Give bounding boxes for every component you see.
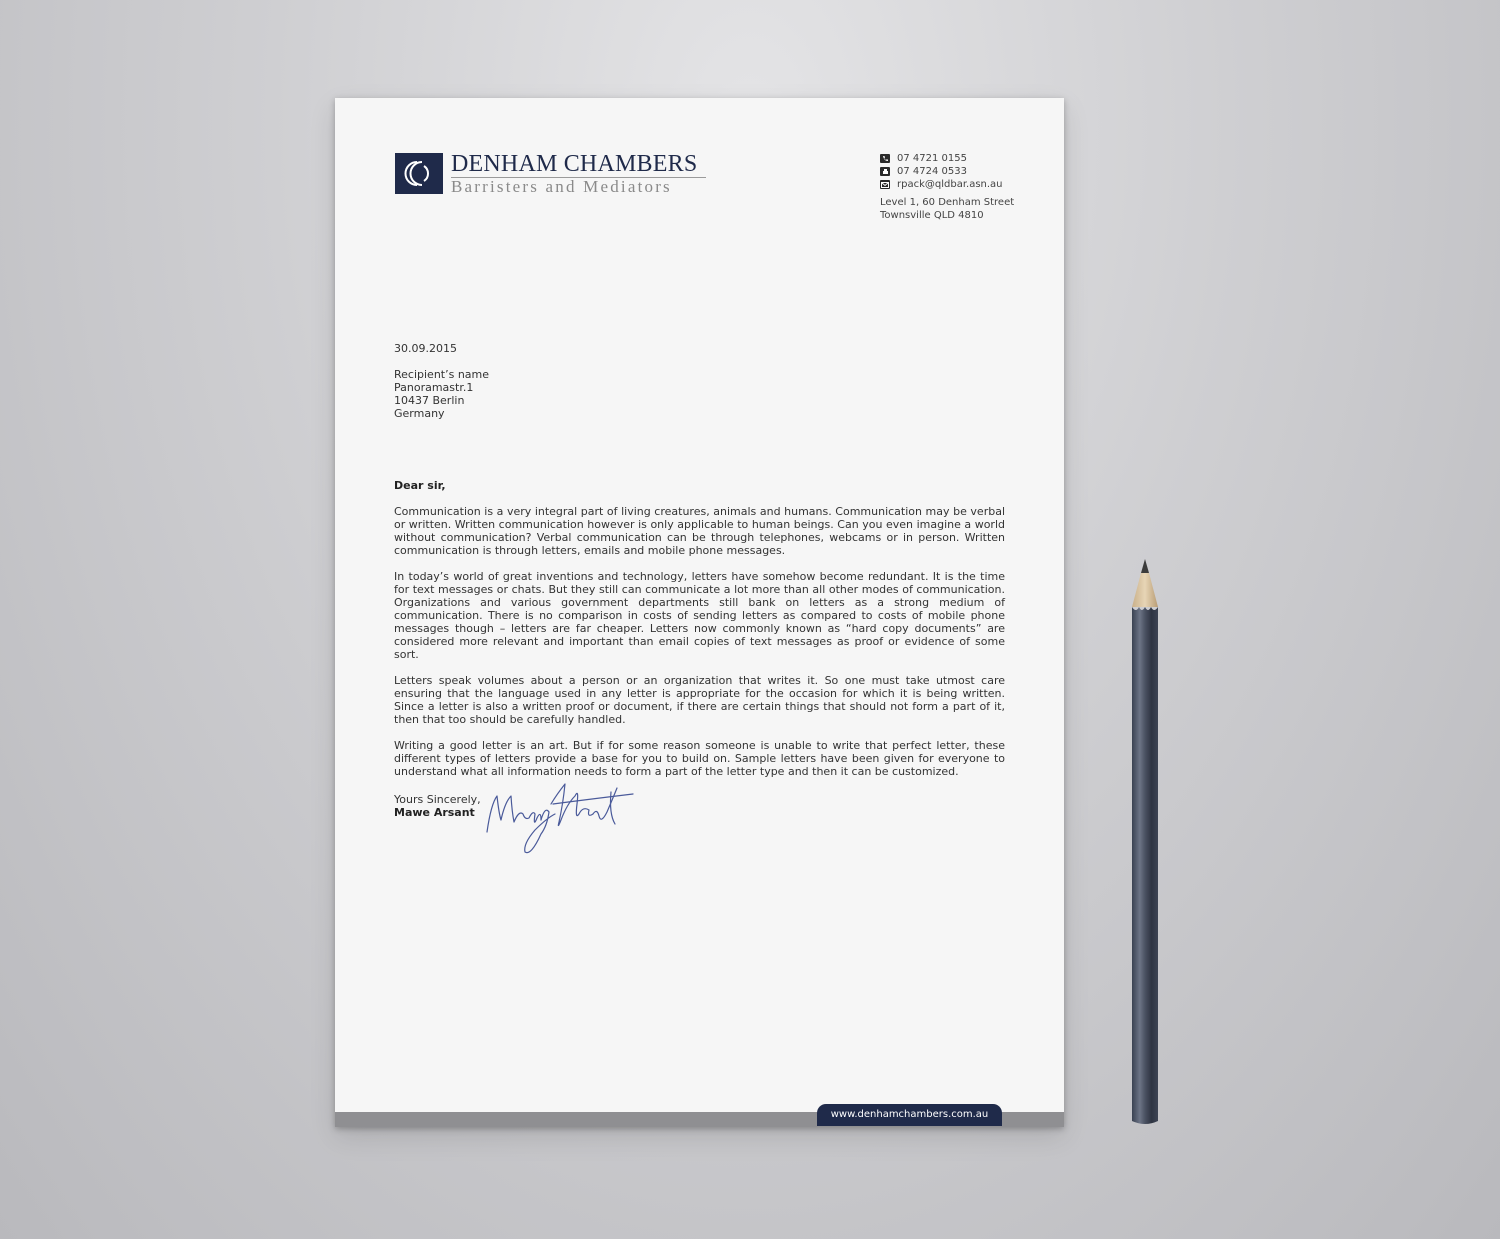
letter-body	[394, 505, 1005, 791]
firm-tagline: Barristers and Mediators	[451, 177, 672, 196]
address-line-2: Townsville QLD 4810	[880, 210, 984, 221]
website-footer-tab	[817, 1104, 1002, 1126]
logo-monogram-icon	[395, 153, 443, 194]
letter-sheet	[335, 98, 1064, 1127]
body-paragraph: Letters speak volumes about a person or an organization that writes it. So one must take utmost care ensuring that the language used in any letter is appropriate for the occasion for which it is being written. Since a letter is also a written proof or document, if there are certain things that should not form a part of it, then that too should be carefully handled.	[394, 674, 1005, 726]
postal-address	[880, 196, 1014, 222]
contact-block	[880, 152, 1014, 222]
recipient-street: Panoramastr.1	[394, 381, 474, 394]
website-url: www.denhamchambers.com.au	[830, 1109, 989, 1120]
phone-number: 07 4721 0155	[897, 153, 967, 164]
address-line-1: Level 1, 60 Denham Street	[880, 197, 1015, 208]
firm-logo	[395, 153, 715, 195]
fax-row	[880, 165, 1014, 178]
fax-icon	[880, 167, 890, 176]
body-paragraph: In today’s world of great inventions and technology, letters have somehow become redundant. It is the time for text messages or chats. But they still can communicate a lot more than all other modes of communication. Organizations and various government departments still bank on letters as a strong medium of communication. There is no comparison in costs of sending letters as compared to costs of mobile phone messages though – letters are far cheaper. Letters now commonly known as “hard copy documents” are considered more relevant and important than email copies of text messages as proof or evidence of some sort.	[394, 570, 1005, 661]
fax-number: 07 4724 0533	[897, 166, 967, 177]
letter-date: 30.09.2015	[394, 342, 457, 355]
body-paragraph: Communication is a very integral part of living creatures, animals and humans. Communication may be verbal or written. Written communication however is only applicable to human beings. Can you even imagine a world without communication? Verbal communication can be through telephones, webcams or in person. Written communication is through letters, emails and mobile phone messages.	[394, 505, 1005, 557]
pencil-icon	[1128, 555, 1162, 1134]
email-row	[880, 178, 1014, 191]
handwritten-signature	[483, 774, 643, 864]
recipient-address	[394, 368, 1005, 420]
closing-phrase: Yours Sincerely,	[394, 793, 481, 806]
recipient-country: Germany	[394, 407, 445, 420]
salutation: Dear sir,	[394, 479, 446, 492]
email-icon	[880, 180, 890, 189]
recipient-name: Recipient’s name	[394, 368, 490, 381]
email-address: rpack@qldbar.asn.au	[897, 179, 1003, 190]
signer-name: Mawe Arsant	[394, 806, 475, 819]
phone-row	[880, 152, 1014, 165]
phone-icon	[880, 154, 890, 163]
recipient-city: 10437 Berlin	[394, 394, 465, 407]
body-paragraph: Writing a good letter is an art. But if for some reason someone is unable to write that perfect letter, these different types of letters provide a base for you to build on. Sample letters have been given for everyone to understand what all information needs to form a part of the letter type and then it can be customized.	[394, 739, 1005, 778]
firm-name: DENHAM CHAMBERS	[451, 151, 698, 177]
